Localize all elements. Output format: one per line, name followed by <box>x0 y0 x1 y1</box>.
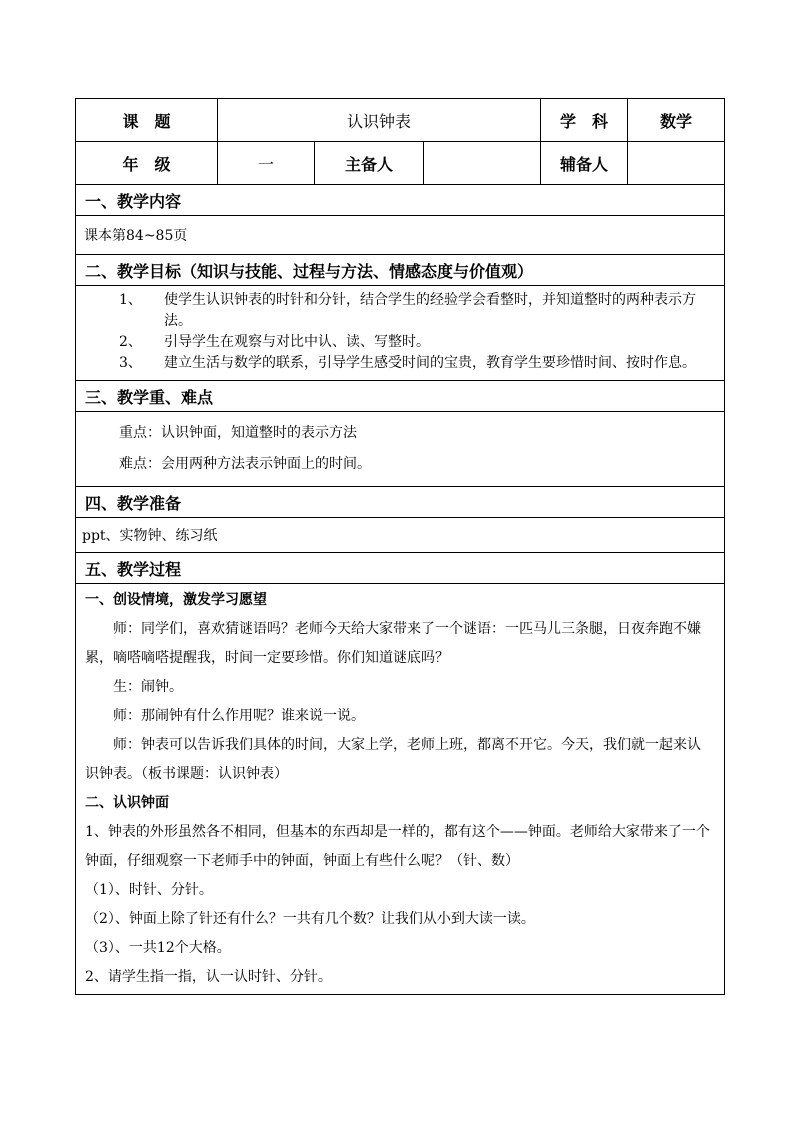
header-row-2 <box>76 142 725 185</box>
objectives-title: 二、教学目标（知识与技能、过程与方法、情感态度与价值观） <box>76 255 725 286</box>
process-paragraph: （3）、一共12个大格。 <box>85 940 231 956</box>
content-title: 一、教学内容 <box>76 185 725 216</box>
keypoints-title: 三、教学重、难点 <box>76 381 725 412</box>
process-body <box>76 584 725 995</box>
process-paragraph: 生：闹钟。 <box>113 679 183 695</box>
assist-preparer-label: 辅备人 <box>541 142 628 185</box>
objectives-list <box>76 286 725 381</box>
process-paragraph: 2、请学生指一指，认一认时针、分针。 <box>85 969 332 985</box>
objective-item: 2、 引导学生在观察与对比中认、读、写整时。 <box>119 334 430 350</box>
header-row-1 <box>76 99 725 142</box>
topic-label: 课 题 <box>76 99 218 142</box>
process-paragraph: （2）、钟面上除了针还有什么？一共有几个数？让我们从小到大读一读。 <box>85 911 535 927</box>
prep-text: ppt、实物钟、练习纸 <box>76 518 725 553</box>
keypoints-body <box>76 412 725 487</box>
process-paragraph: 师：同学们，喜欢猜谜语吗？老师今天给大家带来了一个谜语：一匹马儿三条腿，日夜奔跑不嫌累，嘀嗒嘀嗒提醒我，时间一定要珍惜。你们知道谜底吗？ <box>85 621 701 666</box>
process-paragraph: 师：那闹钟有什么作用呢？谁来说一说。 <box>113 708 365 724</box>
subject-value: 数学 <box>628 99 725 142</box>
grade-label: 年 级 <box>76 142 218 185</box>
objective-item: 3、 建立生活与数学的联系，引导学生感受时间的宝贵，教育学生要珍惜时间、按时作息。 <box>119 355 696 371</box>
process-paragraph: 师：钟表可以告诉我们具体的时间，大家上学，老师上班，都离不开它。今天，我们就一起来认识钟表。（板书课题：认识钟表） <box>85 737 701 782</box>
prep-title: 四、教学准备 <box>76 487 725 518</box>
content-text: 课本第84~85页 <box>76 216 725 255</box>
process-title: 五、教学过程 <box>76 553 725 584</box>
assist-preparer-value <box>628 142 725 185</box>
process-paragraph: （1）、时针、分针。 <box>85 882 213 898</box>
main-preparer-value <box>424 142 541 185</box>
topic-value: 认识钟表 <box>218 99 541 142</box>
grade-value: 一 <box>218 142 315 185</box>
main-preparer-label: 主备人 <box>315 142 424 185</box>
key-point: 重点：认识钟面，知道整时的表示方法 <box>119 425 357 441</box>
process-part2-title: 二、认识钟面 <box>85 795 169 811</box>
subject-label: 学 科 <box>541 99 628 142</box>
difficult-point: 难点：会用两种方法表示钟面上的时间。 <box>119 456 371 472</box>
lesson-plan-table <box>75 98 725 995</box>
objective-item: 1、 使学生认识钟表的时针和分针，结合学生的经验学会看整时，并知道整时的两种表示方法。 <box>119 292 696 329</box>
process-part1-title: 一、创设情境，激发学习愿望 <box>85 592 267 608</box>
process-paragraph: 1、钟表的外形虽然各不相同，但基本的东西却是一样的，都有这个——钟面。老师给大家带来了一个钟面，仔细观察一下老师手中的钟面，钟面上有些什么呢？（针、数） <box>85 824 710 869</box>
